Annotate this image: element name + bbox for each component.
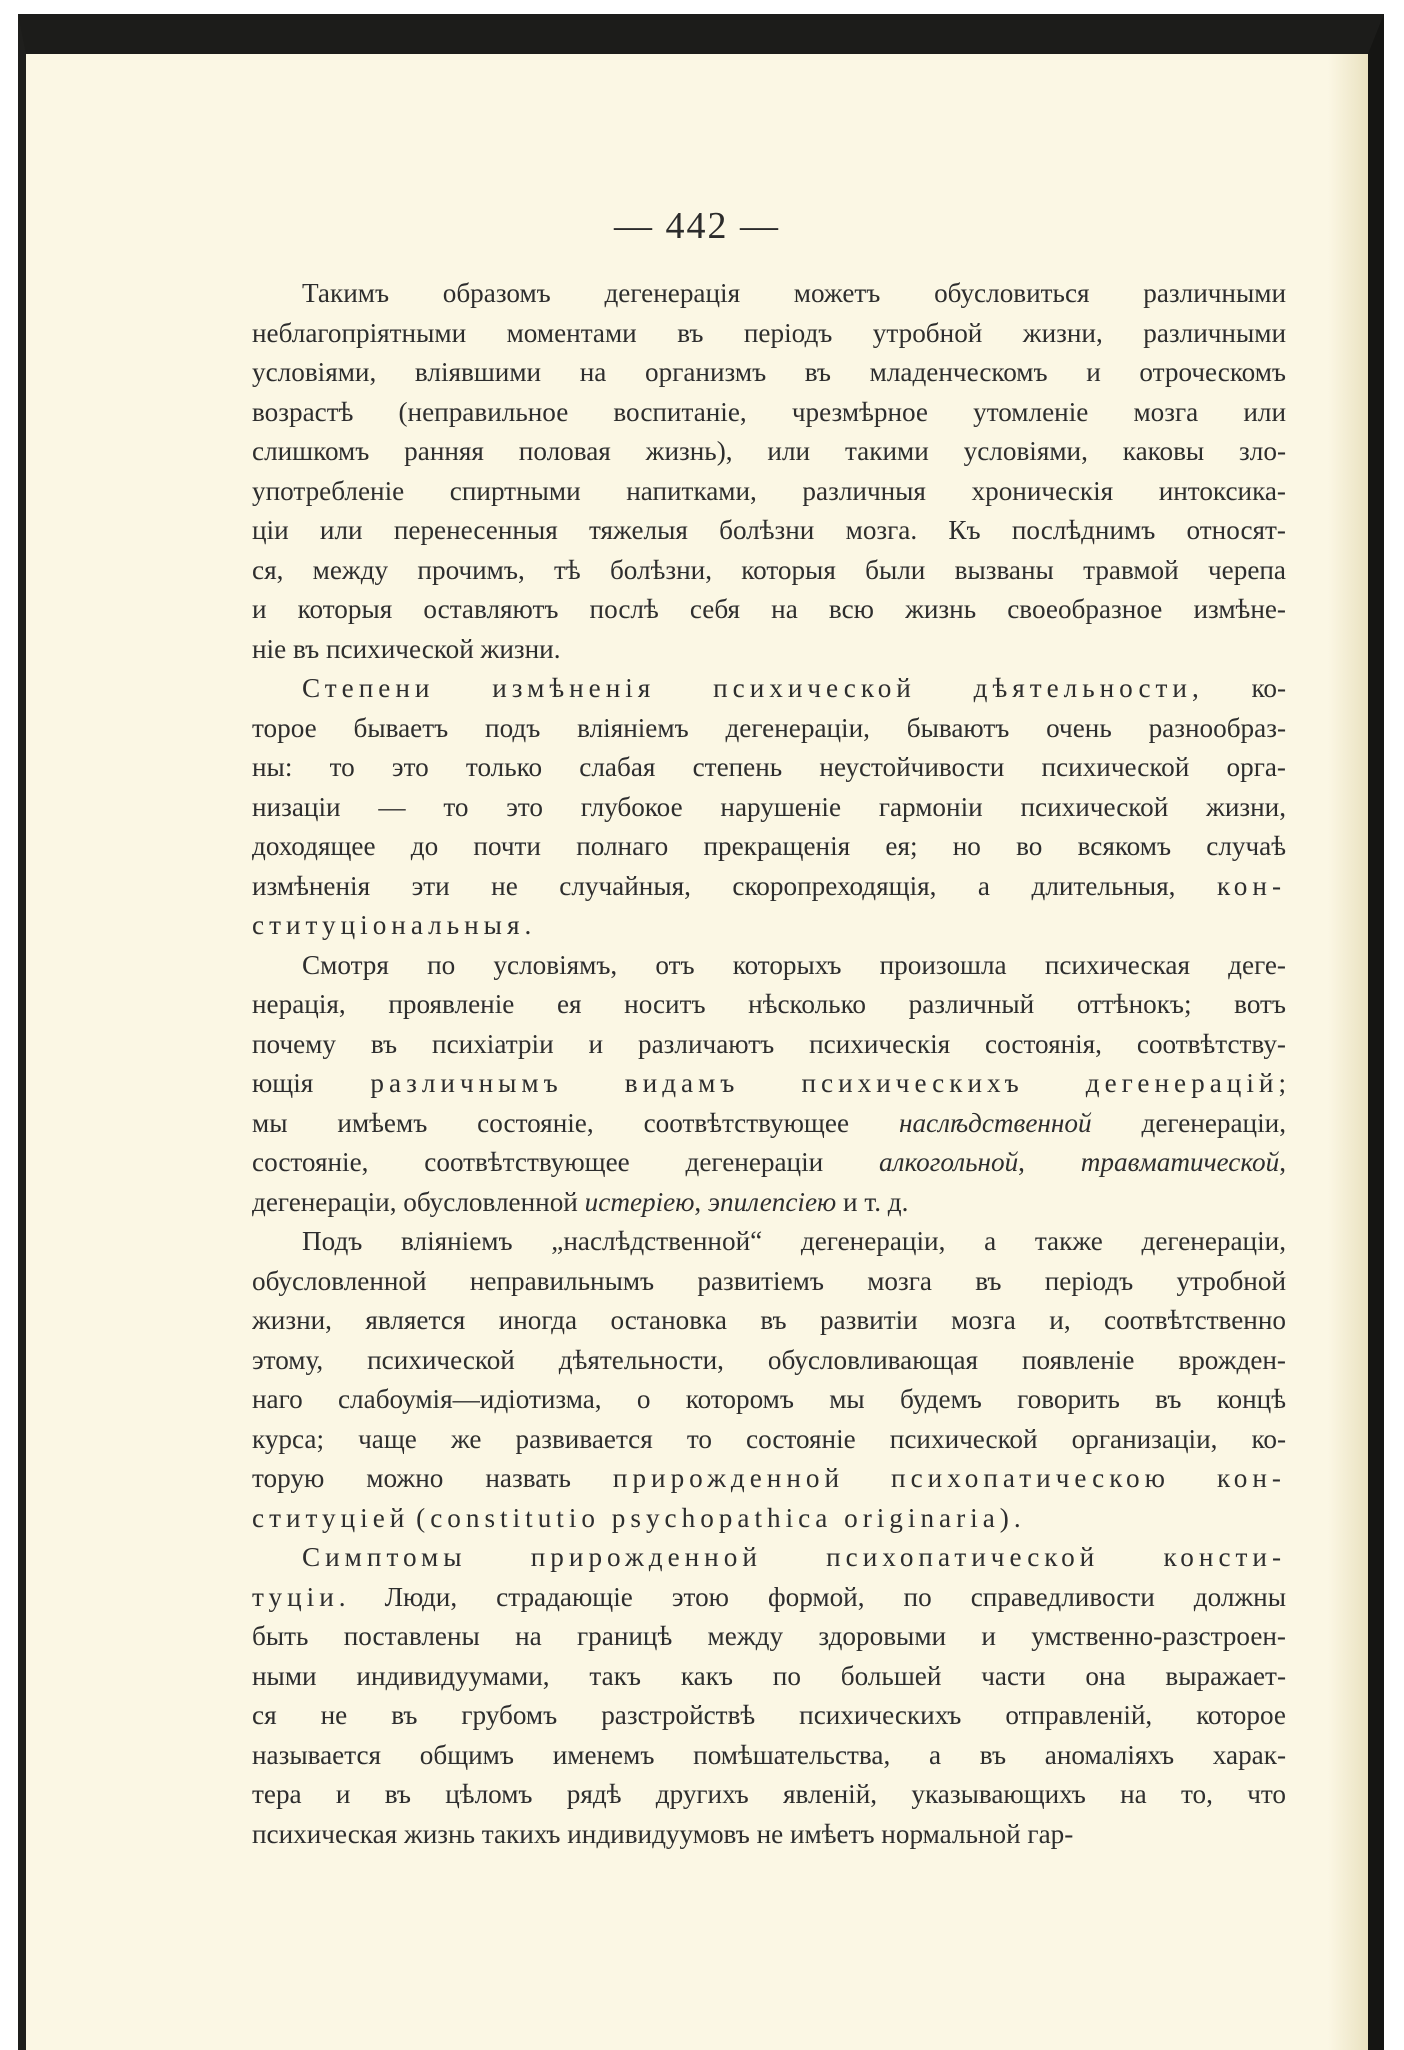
line-text: измѣненія эти не случайныя, скоропреходящія, а длительныя,: [252, 870, 1217, 901]
italic-term: наслѣдственной: [898, 1107, 1092, 1138]
line-text: почему въ психіатріи и различаютъ психическія состоянія, соотвѣтству-: [252, 1028, 1286, 1059]
paragraph: [252, 946, 1286, 1223]
line-text: курса; чаще же развивается то состояніе психической организаціи, ко-: [252, 1423, 1286, 1454]
spaced-emphasis: ституціональныя: [252, 910, 525, 940]
line-text: дегенераціи, обусловленной: [252, 1186, 585, 1217]
text-line: [252, 511, 1286, 551]
line-text: ціи или перенесенныя тяжелыя болѣзни мозга. Къ послѣднимъ относят-: [252, 515, 1286, 545]
spaced-emphasis: кон-: [1216, 870, 1286, 901]
line-text: мы имѣемъ состояніе, соотвѣтствующее: [252, 1107, 899, 1138]
text-line: [252, 1420, 1286, 1460]
line-text: ся, между прочимъ, тѣ болѣзни, которыя были вызваны травмой черепа: [252, 554, 1286, 585]
line-text: слишкомъ ранняя половая жизнь), или такими условіями, каковы зло-: [252, 436, 1286, 466]
line-text: ніе въ психической жизни.: [252, 633, 561, 664]
line-text: , ко-: [1191, 673, 1286, 703]
spaced-emphasis: Степени измѣненія психической дѣятельности: [302, 673, 1192, 703]
book-page: [18, 14, 1384, 2050]
line-text: этому, психической дѣятельности, обусловливающая появленіе врожден-: [252, 1344, 1286, 1375]
text-line: [252, 1578, 1286, 1618]
text-line: [252, 985, 1286, 1025]
line-text: условіями, вліявшими на организмъ въ младенческомъ и отроческомъ: [252, 357, 1286, 387]
line-text: употребленіе спиртными напитками, различныя хроническія интоксика-: [252, 475, 1286, 506]
paragraph: [252, 1538, 1286, 1854]
line-text: и т. д.: [836, 1186, 909, 1217]
spaced-emphasis: прирожденной психопатическою кон-: [612, 1463, 1286, 1493]
italic-term: алкогольной: [879, 1147, 1019, 1177]
line-text: торое бываетъ подъ вліяніемъ дегенераціи, бываютъ очень разнообраз-: [252, 712, 1286, 743]
line-text: и которыя оставляютъ послѣ себя на всю жизнь своеобразное измѣне-: [252, 594, 1286, 624]
text-line: [252, 1538, 1286, 1578]
text-line: [252, 353, 1286, 393]
text-line: [252, 946, 1286, 986]
line-text: . Люди, страдающіе этою формой, по справедливости должны: [338, 1581, 1286, 1612]
line-text: психическая жизнь такихъ индивидуумовъ не имѣетъ нормальной гар-: [252, 1818, 1074, 1849]
line-text: тера и въ цѣломъ рядѣ другихъ явленій, указывающихъ на то, что: [252, 1779, 1286, 1809]
text-line: [252, 1736, 1286, 1776]
line-text: торую можно назвать: [252, 1463, 613, 1493]
line-text: состояніе, соотвѣтствующее дегенераціи: [252, 1147, 880, 1177]
line-text: ны: то это только слабая степень неустойчивости психической орга-: [252, 752, 1286, 782]
text-line: [252, 748, 1286, 788]
page-number: — 442 —: [614, 205, 780, 247]
text-line: [252, 1301, 1286, 1341]
italic-term: истеріею: [584, 1186, 695, 1217]
line-text: быть поставлены на границѣ между здоровыми и умственно-разстроен-: [252, 1621, 1286, 1651]
text-line: [252, 1617, 1286, 1657]
text-line: [252, 827, 1286, 867]
line-text: называется общимъ именемъ помѣшательства, а въ аномаліяхъ харак-: [252, 1739, 1286, 1770]
text-line: [252, 1775, 1286, 1815]
spaced-emphasis: различнымъ видамъ психическихъ дегенерацій: [370, 1068, 1279, 1098]
text-line: [252, 630, 1286, 670]
line-text: доходящее до почти полнаго прекращенія ея; но во всякомъ случаѣ: [252, 831, 1286, 861]
spaced-emphasis: Симптомы прирожденной психопатической консти-: [302, 1542, 1286, 1572]
line-text: ,: [694, 1186, 708, 1217]
paragraph: [252, 1222, 1286, 1538]
line-text: .: [524, 910, 532, 940]
line-text: наго слабоумія—идіотизма, о которомъ мы будемъ говорить въ концѣ: [252, 1384, 1286, 1414]
text-line: [252, 1341, 1286, 1381]
text-line: [252, 393, 1286, 433]
text-line: [252, 472, 1286, 512]
line-text: ,: [1279, 1147, 1286, 1177]
text-line: [252, 1815, 1286, 1855]
text-line: [252, 1183, 1286, 1223]
text-line: [252, 1143, 1286, 1183]
text-line: [252, 1696, 1286, 1736]
line-text: жизни, является иногда остановка въ развитіи мозга и, соотвѣтственно: [252, 1305, 1286, 1335]
line-text: неблагопріятными моментами въ періодъ утробной жизни, различными: [252, 317, 1286, 348]
italic-term: эпилепсіею: [708, 1186, 837, 1217]
text-line: [252, 590, 1286, 630]
text-line: [252, 432, 1286, 472]
text-line: [252, 1104, 1286, 1144]
scan-margin: [0, 0, 1404, 14]
text-line: [252, 1262, 1286, 1302]
line-text: ся не въ грубомъ разстройствѣ психическихъ отправленій, которое: [252, 1700, 1286, 1730]
text-line: [252, 788, 1286, 828]
text-line: [252, 1459, 1286, 1499]
line-text: обусловленной неправильнымъ развитіемъ мозга въ періодъ утробной: [252, 1265, 1286, 1296]
spaced-emphasis: ституціей: [252, 1502, 410, 1533]
line-text: нерація, проявленіе ея носитъ нѣсколько различный оттѣнокъ; вотъ: [252, 989, 1286, 1019]
text-line: [252, 1499, 1286, 1539]
text-line: [252, 906, 1286, 946]
line-text: ющія: [252, 1068, 371, 1098]
line-text: ,: [1018, 1147, 1081, 1177]
text-line: [252, 551, 1286, 591]
line-text: Смотря по условіямъ, отъ которыхъ произошла психическая деге-: [302, 949, 1286, 980]
text-line: [252, 1222, 1286, 1262]
line-text: дегенераціи,: [1091, 1107, 1286, 1138]
text-line: [252, 1657, 1286, 1697]
line-text: возрастѣ (неправильное воспитаніе, чрезмѣрное утомленіе мозга или: [252, 396, 1286, 427]
paragraph: [252, 274, 1286, 669]
italic-term: травматической: [1080, 1147, 1280, 1177]
spaced-emphasis: туціи: [252, 1581, 339, 1612]
paragraph: [252, 669, 1286, 946]
text-line: [252, 274, 1286, 314]
text-line: [252, 1025, 1286, 1065]
line-text: Подъ вліяніемъ „наслѣдственной“ дегенераціи, а также дегенераціи,: [302, 1226, 1286, 1256]
line-text: ными индивидуумами, такъ какъ по большей части она выражает-: [252, 1660, 1286, 1691]
text-line: [252, 1380, 1286, 1420]
line-text: ;: [1278, 1068, 1286, 1098]
text-line: [252, 669, 1286, 709]
text-line: [252, 314, 1286, 354]
line-text: Такимъ образомъ дегенерація можетъ обусловиться различными: [302, 278, 1286, 308]
body-text: [252, 274, 1286, 1854]
text-line: [252, 1064, 1286, 1104]
text-line: [252, 867, 1286, 907]
line-text: .: [1013, 1502, 1021, 1533]
line-text: низаціи — то это глубокое нарушеніе гармоніи психической жизни,: [252, 791, 1286, 822]
spaced-emphasis: (constitutio psychopathica originaria): [416, 1502, 1014, 1533]
text-line: [252, 709, 1286, 749]
